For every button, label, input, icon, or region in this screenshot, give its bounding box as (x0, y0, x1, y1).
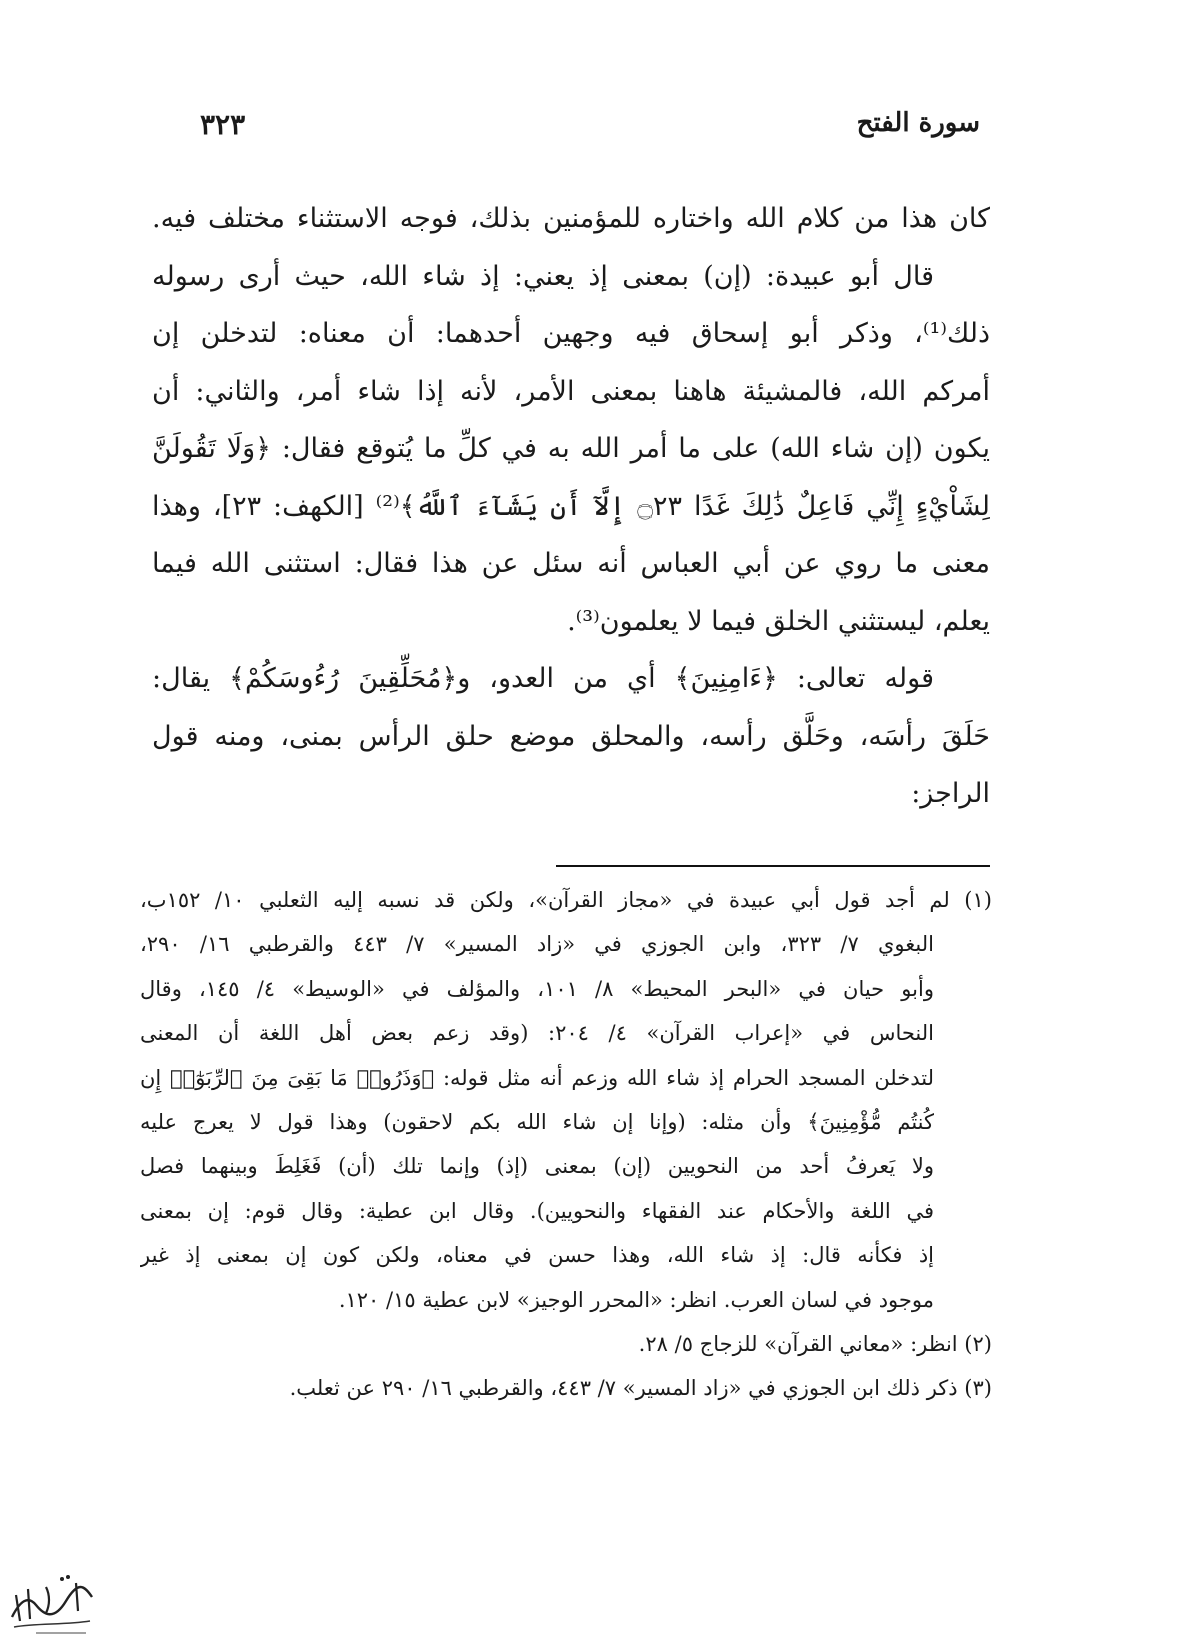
body-line: قوله تعالى: ﴿ءَامِنِينَ﴾ أي من العدو، و﴿مُحَلِّقِينَ رُءُوسَكُمْ﴾ يقال: (152, 663, 934, 694)
footnote-line: (٣) ذكر ذلك ابن الجوزي في «زاد المسير» ٧/ ٤٤٣، والقرطبي ١٦/ ٢٩٠ عن ثعلب. (289, 1376, 992, 1401)
footnote-line: كُنتُم مُّؤْمِنِينَ﴾ وأن مثله: (وإنا إن شاء الله بكم لاحقون) وهذا قول لا يعرج عليه (140, 1109, 934, 1134)
footnote-line: موجود في لسان العرب. انظر: «المحرر الوجيز» لابن عطية ١٥/ ١٢٠. (338, 1287, 934, 1312)
footnote-separator (556, 865, 990, 867)
body-line: يكون (إن شاء الله) على ما أمر الله به في كلِّ ما يُتوقع فقال: ﴿وَلَا تَقُولَنَّ (152, 433, 990, 464)
body-line: أمركم الله، فالمشيئة هاهنا بمعنى الأمر، لأنه إذا شاء أمر، والثاني: أن (152, 375, 990, 407)
footnote-line: إذ فكأنه قال: إذ شاء الله، وهذا حسن في معناه، ولكن كون إن بمعنى إذ غير (140, 1243, 934, 1268)
footnote-line: في اللغة والأحكام عند الفقهاء والنحويين). وقال ابن عطية: وقال قوم: إن بمعنى (140, 1198, 934, 1223)
footnote-line: (٢) انظر: «معاني القرآن» للزجاج ٥/ ٢٨. (638, 1331, 992, 1356)
footnote-line: ولا يَعرفُ أحد من النحويين (إن) بمعنى (إذ) وإنما تلك (أن) فَغَلِطَ وبينهما فصل (140, 1154, 934, 1179)
footnotes (140, 878, 992, 1411)
body-line: قال أبو عبيدة: (إن) بمعنى إذ يعني: إذ شاء الله، حيث أرى رسوله (152, 260, 934, 292)
body-line: الراجز: (911, 778, 990, 809)
body-line: معنى ما روي عن أبي العباس أنه سئل عن هذا فقال: استثنى الله فيما (152, 548, 990, 579)
body-line: ذلك⁽¹⁾، وذكر أبو إسحاق فيه وجهين أحدهما: أن معناه: لتدخلن إن (152, 318, 990, 349)
surah-title: سورة الفتح (856, 108, 980, 138)
footnote-line: البغوي ٧/ ٣٢٣، وابن الجوزي في «زاد المسير» ٧/ ٤٤٣ والقرطبي ١٦/ ٢٩٠، (140, 932, 934, 957)
body-line: كان هذا من كلام الله واختاره للمؤمنين بذلك، فوجه الاستثناء مختلف فيه. (152, 203, 990, 234)
watermark-logo (6, 1565, 96, 1640)
body-line: يعلم، ليستثني الخلق فيما لا يعلمون⁽³⁾. (567, 605, 990, 637)
footnote-line: وأبو حيان في «البحر المحيط» ٨/ ١٠١، والمؤلف في «الوسيط» ٤/ ١٤٥، وقال (140, 976, 934, 1001)
footnote-line: النحاس في «إعراب القرآن» ٤/ ٢٠٤: (وقد زعم بعض أهل اللغة أن المعنى (140, 1021, 934, 1046)
main-text (152, 190, 990, 823)
page-number: ٣٢٣ (200, 108, 246, 141)
body-line: لِشَاْيْءٍ إِنِّي فَاعِلٌ ذَٰلِكَ غَدًا ۝٢٣ إِلَّآ أَن يَشَآءَ ٱللَّهُ﴾⁽²⁾ [الكهف: ٢٣]، وهذا (152, 490, 990, 522)
footnote-line: (١) لم أجد قول أبي عبيدة في «مجاز القرآن»، ولكن قد نسبه إليه الثعلبي ١٠/ ١٥٢ب، (140, 888, 992, 912)
footnote-line: لتدخلن المسجد الحرام إذ شاء الله وزعم أنه مثل قوله: ﴿وَذَرُوا۟ مَا بَقِىَ مِنَ ٱلرِّبَوٰٓا۟ إِن (140, 1065, 934, 1090)
page-header (200, 108, 980, 152)
body-line: حَلَقَ رأسَه، وحَلَّق رأسه، والمحلق موضع حلق الرأس بمنى، ومنه قول (152, 720, 990, 752)
